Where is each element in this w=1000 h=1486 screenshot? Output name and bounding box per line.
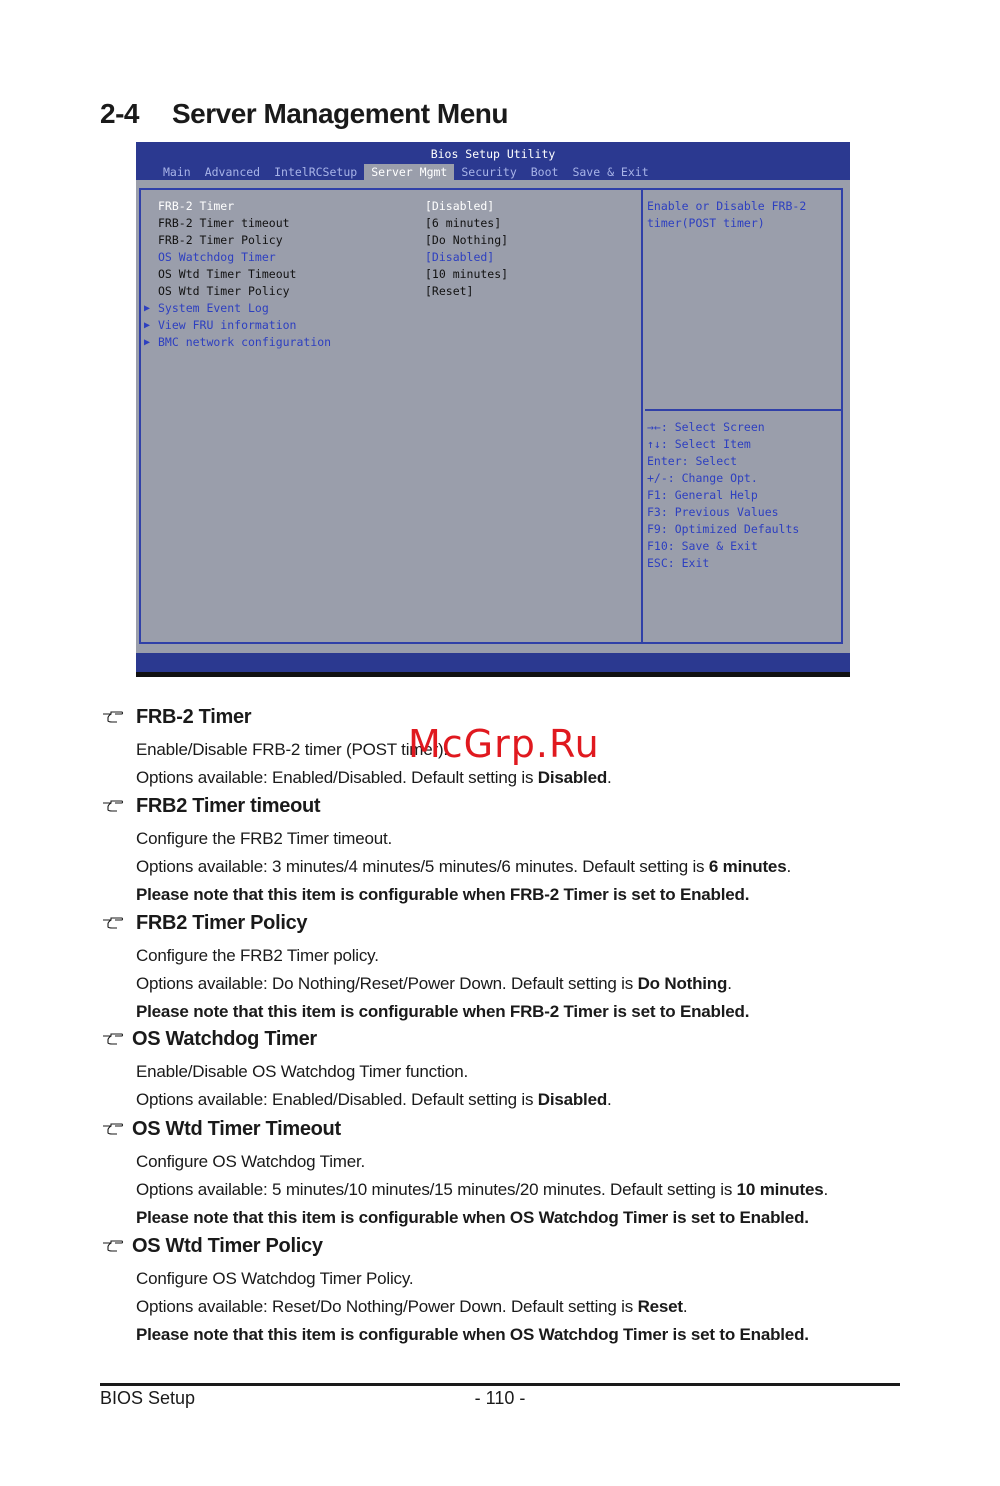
bios-screenshot (136, 142, 850, 677)
bios-item-label: FRB-2 Timer timeout (158, 216, 290, 230)
item-options-text: Options available: Enabled/Disabled. Default setting is (136, 1090, 538, 1109)
item-frb2-policy (100, 912, 920, 1021)
item-options-text: Options available: 3 minutes/4 minutes/5 minutes/6 minutes. Default setting is (136, 857, 709, 876)
section-title (100, 98, 508, 130)
item-title: OS Watchdog Timer (132, 1028, 317, 1050)
bios-key-help-line: Enter: Select (647, 454, 738, 468)
pointing-hand-icon (102, 1122, 124, 1136)
bios-help-separator (645, 409, 843, 411)
watermark: McGrp.Ru (408, 722, 600, 766)
item-default: Reset (637, 1297, 683, 1316)
item-options-text: Options available: Enabled/Disabled. Default setting is (136, 768, 538, 787)
bios-item-label: OS Watchdog Timer (158, 250, 276, 264)
bios-item-value: [6 minutes] (425, 216, 502, 230)
bios-footer-bar (136, 653, 850, 677)
item-description: Configure OS Watchdog Timer Policy. (136, 1269, 414, 1288)
item-description: Enable/Disable FRB-2 timer (POST timer). (136, 740, 448, 759)
item-title: FRB2 Timer timeout (136, 795, 321, 817)
bios-tab-intelrcsetup[interactable]: IntelRCSetup (274, 165, 358, 179)
item-title: OS Wtd Timer Timeout (132, 1118, 341, 1140)
page-number: - 110 - (474, 1388, 526, 1408)
item-description: Enable/Disable OS Watchdog Timer function. (136, 1062, 469, 1081)
bios-item-value: [Disabled] (425, 250, 495, 264)
item-options-suffix: . (786, 857, 791, 876)
bios-tab-bar (156, 164, 656, 180)
item-options (136, 768, 612, 788)
item-default: Disabled (537, 768, 608, 787)
bios-tab-boot[interactable]: Boot (530, 165, 559, 179)
item-options (136, 974, 732, 994)
footer-rule (100, 1383, 900, 1386)
triangle-right-icon: ▶ (144, 303, 151, 314)
bios-item-label: OS Wtd Timer Timeout (158, 267, 297, 281)
bios-title: Bios Setup Utility (430, 147, 556, 161)
item-description: Configure the FRB2 Timer policy. (136, 946, 379, 965)
bios-key-help-line: ↑↓: Select Item (647, 437, 751, 451)
item-options (136, 1090, 612, 1110)
item-title: FRB2 Timer Policy (136, 912, 308, 934)
item-os-wtd-timeout (100, 1118, 920, 1227)
bios-key-help-line: ESC: Exit (647, 556, 710, 570)
bios-item-label: FRB-2 Timer Policy (158, 233, 283, 247)
footer-section-name: BIOS Setup (100, 1388, 196, 1408)
bios-tab-server-mgmt[interactable]: Server Mgmt (364, 164, 454, 180)
item-options (136, 1297, 687, 1317)
bios-header (136, 142, 850, 180)
bios-key-help-line: F10: Save & Exit (647, 539, 758, 553)
bios-submenu-label: View FRU information (158, 318, 297, 332)
bios-key-help-line: F1: General Help (647, 488, 758, 502)
bios-tab-advanced[interactable]: Advanced (204, 165, 261, 179)
bios-item-value: [10 minutes] (425, 267, 509, 281)
bios-tab-main[interactable]: Main (163, 165, 191, 179)
item-options-text: Options available: 5 minutes/10 minutes/15 minutes/20 minutes. Default setting is (136, 1180, 737, 1199)
pointing-hand-icon (102, 916, 124, 930)
pointing-hand-icon (102, 799, 124, 813)
item-options-suffix: . (727, 974, 732, 993)
bios-item-value: [Disabled] (425, 199, 495, 213)
item-note: Please note that this item is configurable when OS Watchdog Timer is set to Enabled. (136, 1208, 809, 1227)
pointing-hand-icon (102, 1032, 124, 1046)
item-title: FRB-2 Timer (136, 706, 252, 728)
item-options-suffix: . (823, 1180, 828, 1199)
item-options (136, 1180, 828, 1200)
item-options-text: Options available: Reset/Do Nothing/Power Down. Default setting is (136, 1297, 638, 1316)
bios-item-label: FRB-2 Timer (158, 199, 235, 213)
item-description: Configure the FRB2 Timer timeout. (136, 829, 393, 848)
section-title-text: Server Management Menu (172, 98, 508, 129)
bios-help-line: Enable or Disable FRB-2 (647, 199, 807, 213)
bios-key-help (647, 419, 847, 572)
bios-divider (641, 190, 643, 642)
pointing-hand-icon (102, 710, 124, 724)
bios-help-line: timer(POST timer) (647, 216, 765, 230)
bios-key-help-line: →←: Select Screen (647, 420, 765, 434)
bios-item-value: [Reset] (425, 284, 474, 298)
section-number: 2-4 (100, 98, 139, 129)
bios-help-text (647, 198, 847, 232)
bios-tab-save-exit[interactable]: Save & Exit (572, 165, 649, 179)
bios-item-label: OS Wtd Timer Policy (158, 284, 290, 298)
item-note: Please note that this item is configurable when FRB-2 Timer is set to Enabled. (136, 885, 750, 904)
item-note: Please note that this item is configurable when FRB-2 Timer is set to Enabled. (136, 1002, 750, 1021)
item-os-wtd-policy (100, 1235, 920, 1344)
bios-main-frame (139, 188, 843, 644)
item-default: 10 minutes (736, 1180, 824, 1199)
item-options-suffix: . (682, 1297, 688, 1316)
item-frb2-timeout (100, 795, 920, 904)
item-note: Please note that this item is configurable when OS Watchdog Timer is set to Enabled. (136, 1325, 809, 1344)
bios-key-help-line: F9: Optimized Defaults (647, 522, 800, 536)
item-options (136, 857, 791, 877)
item-os-watchdog-timer (100, 1028, 920, 1109)
bios-key-help-line: F3: Previous Values (647, 505, 779, 519)
item-description: Configure OS Watchdog Timer. (136, 1152, 366, 1171)
bios-submenu-label: System Event Log (158, 301, 269, 315)
pointing-hand-icon (102, 1239, 124, 1253)
bios-submenu-label: BMC network configuration (158, 335, 332, 349)
bios-key-help-line: +/-: Change Opt. (647, 471, 758, 485)
triangle-right-icon: ▶ (144, 320, 151, 331)
item-options-suffix: . (607, 768, 612, 787)
bios-tab-security[interactable]: Security (461, 165, 517, 179)
triangle-right-icon: ▶ (144, 337, 151, 348)
item-options-suffix: . (607, 1090, 612, 1109)
item-default: Disabled (537, 1090, 608, 1109)
bios-item-value: [Do Nothing] (425, 233, 509, 247)
item-options-text: Options available: Do Nothing/Reset/Power Down. Default setting is (136, 974, 638, 993)
item-title: OS Wtd Timer Policy (132, 1235, 323, 1257)
item-default: Do Nothing (637, 974, 728, 993)
item-default: 6 minutes (708, 857, 787, 876)
